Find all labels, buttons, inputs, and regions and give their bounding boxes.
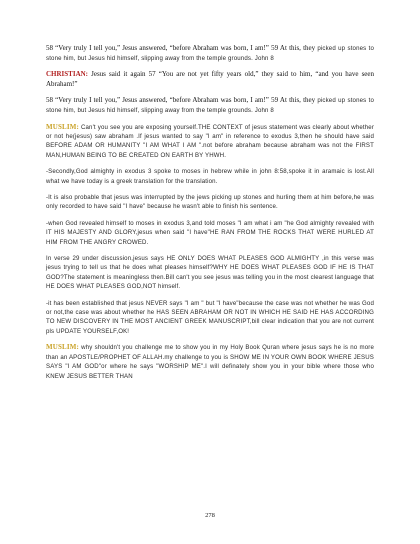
scripture-quote-tail-text: picked up stones to stone him, but Jesus hid himself, slipping away from the temple grounds. John 8 [46, 45, 375, 62]
argument-paragraph [46, 299, 374, 337]
argument-text: -when God revealed himself to moses in exodus 3,and told moses "I am what i am "he God almighty revealed with IT HIS MAJESTY AND GLORY,jesus when said "I have"HE RAN FROM THE ROCKS THAT WERE HURLED AT HIM FROM THE ANGRY CROWED. [46, 219, 374, 246]
muslim-text: why shouldn't you challenge me to show you in my Holy Book Quran where jesus says he is no more than an APOSTLE/PROPHET OF ALLAH.my challenge to you is SHOW ME IN YOUR OWN BOOK WHERE JESUS SAYS "I AM GOD"or where he says "WORSHIP ME".I will definately show you in your bible where those who KNEW JESUS BETTER THAN [46, 344, 374, 380]
scripture-quote-paragraph [46, 44, 374, 63]
scripture-quote-head: 58 “Very truly I tell you,” Jesus answered, “before Abraham was born, I am!” 59 At this, they [46, 44, 316, 52]
argument-paragraph [46, 219, 374, 247]
christian-paragraph [46, 70, 374, 89]
speaker-label-muslim: MUSLIM: [46, 343, 79, 352]
speaker-label-christian: CHRISTIAN: [46, 70, 89, 79]
argument-paragraph [46, 193, 374, 212]
scripture-quote-paragraph [46, 96, 374, 115]
argument-text: -It is also probable that jesus was interrupted by the jews picking up stones and hurling them at him before,he was only recorded to have said "I have" because he wasn't able to finish his sentence. [46, 194, 374, 211]
muslim-text: Can't you see you are exposing yourself.THE CONTEXT of jesus statement was clearly about whether or not he(jesus) saw abraham .If jesus wanted to say "I am" in reference to exodus 3,then he should have said BEFORE ADAM OR HUMANITY "I AM WHAT I AM ".not before abraham because abraham was not the FIRST MAN,HUMAN BEING TO BE CREATED ON EARTH BY YHWH. [46, 123, 374, 159]
page-number: 278 [205, 512, 215, 519]
muslim-paragraph [46, 343, 374, 381]
speaker-label-muslim: MUSLIM: [46, 122, 79, 131]
argument-text: -it has been established that jesus NEVER says "I am " but "I have"because the case was not whether he was God or not,the case was about whether he HAS SEEN ABRAHAM OR NOT IN WHICH HE SAID HE HAS ACCORDING TO NEW DISCOVERY IN THE MOST ANCIENT GREEK MANUSCRIPT,bill clear indication that you are not current pls UPDATE YOURSELF,OK! [46, 299, 374, 335]
christian-text: Jesus said it again 57 “You are not yet fifty years old,” they said to him, “and you have seen Abraham!” [46, 70, 375, 88]
scripture-quote-head: 58 “Very truly I tell you,” Jesus answered, “before Abraham was born, I am!” 59 At this, they [46, 96, 316, 105]
argument-text: In verse 29 under discussion,jesus says HE ONLY DOES WHAT PLEASES GOD ALMIGHTY ,in this verse was jesus trying to tell us that he does what pleases himself?WHY HE DOES WHAT PLEASES GOD IF HE IS THAT GOD?The statement is meaningless then.Bill can't you see jesus was telling you in the most clearest language that HE DOES WHAT PLEASES GOD,NOT himself. [46, 255, 374, 291]
argument-paragraph [46, 167, 374, 186]
argument-text: -Secondly,God almighty in exodus 3 spoke to moses in hebrew while in john 8:58,spoke it in aramaic is lost.All what we have today is a greek translation for the translation. [46, 168, 374, 185]
argument-paragraph [46, 254, 374, 292]
scripture-quote-tail-text: picked up stones to stone him, but Jesus hid himself, slipping away from the temple grounds. John 8 [46, 97, 375, 114]
muslim-paragraph [46, 123, 374, 161]
